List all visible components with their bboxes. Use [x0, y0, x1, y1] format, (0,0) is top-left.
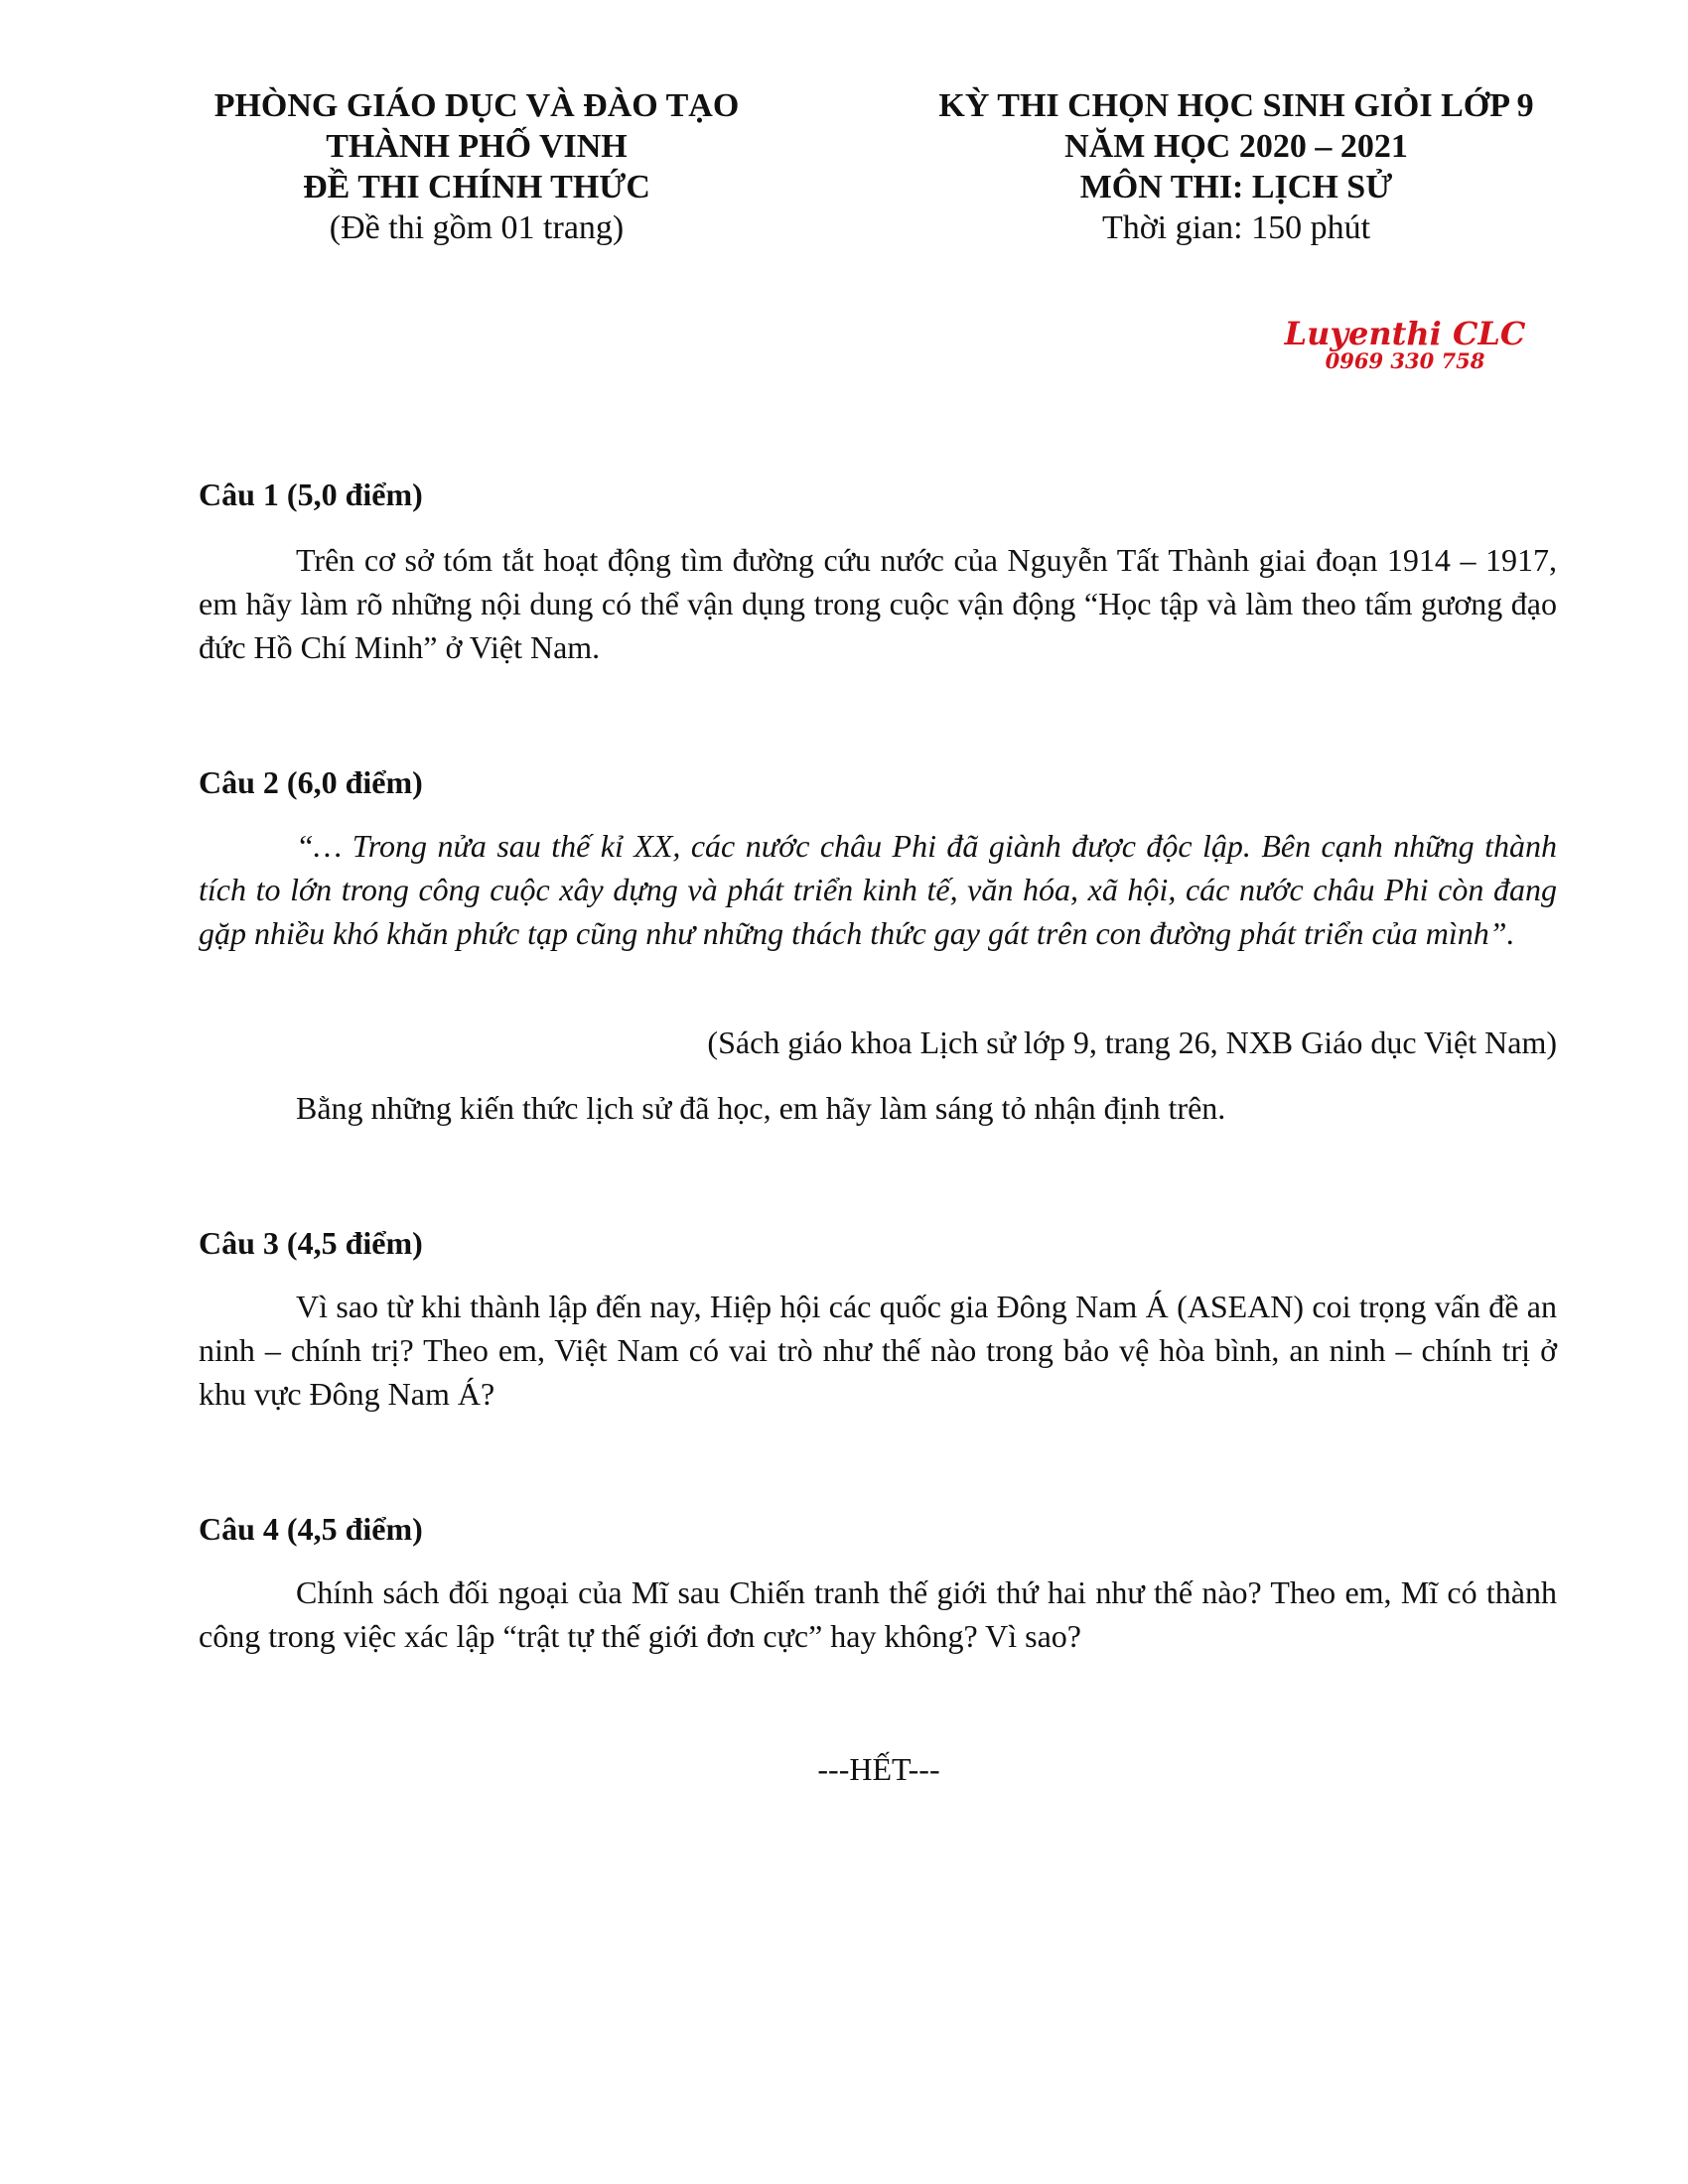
exam-duration: Thời gian: 150 phút — [1101, 209, 1371, 246]
logo-name: Luyenthi CLC — [1284, 315, 1526, 352]
header-left — [169, 85, 784, 248]
question-4-body: Chính sách đối ngoại của Mĩ sau Chiến tranh thế giới thứ hai như thế nào? Theo em, Mĩ có thành công trong việc xác lập “trật tự thế giới đơn cực” hay không? Vì sao? — [199, 1574, 1557, 1654]
header-right — [899, 85, 1574, 248]
school-year: NĂM HỌC 2020 – 2021 — [1064, 128, 1408, 165]
department-name: PHÒNG GIÁO DỤC VÀ ĐÀO TẠO — [213, 87, 740, 124]
question-2-quote: “… Trong nửa sau thế kỉ XX, các nước châu Phi đã giành được độc lập. Bên cạnh những thành tích to lớn trong công cuộc xây dựng và phát triển kinh tế, văn hóa, xã hội, các nước châu Phi còn đang gặp nhiều khó khăn phức tạp cũng như những thách thức gay gát trên con đường phát triển của mình”. — [199, 828, 1557, 951]
question-2-source: (Sách giáo khoa Lịch sử lớp 9, trang 26, NXB Giáo dục Việt Nam) — [707, 1024, 1557, 1060]
end-mark: ---HẾT--- — [817, 1751, 940, 1787]
question-2-title: Câu 2 (6,0 điểm) — [199, 764, 423, 800]
question-1-body: Trên cơ sở tóm tắt hoạt động tìm đường cứu nước của Nguyễn Tất Thành giai đoạn 1914 – 1917, em hãy làm rõ những nội dung có thể vận dụng trong cuộc vận động “Học tập và làm theo tấm gương đạo đức Hồ Chí Minh” ở Việt Nam. — [199, 542, 1557, 665]
logo-phone: 0969 330 758 — [1325, 348, 1485, 373]
subject: MÔN THI: LỊCH SỬ — [1079, 169, 1393, 205]
page-count-note: (Đề thi gồm 01 trang) — [329, 209, 625, 246]
question-2-body: Bằng những kiến thức lịch sử đã học, em hãy làm sáng tỏ nhận định trên. — [296, 1090, 1226, 1126]
question-1-title: Câu 1 (5,0 điểm) — [199, 477, 423, 512]
question-3-body: Vì sao từ khi thành lập đến nay, Hiệp hội các quốc gia Đông Nam Á (ASEAN) coi trọng vấn đề an ninh – chính trị? Theo em, Việt Nam có vai trò như thế nào trong bảo vệ hòa bình, an ninh – chính trị ở khu vực Đông Nam Á? — [199, 1289, 1557, 1412]
luyenthi-logo — [1246, 316, 1564, 377]
exam-title: KỲ THI CHỌN HỌC SINH GIỎI LỚP 9 — [938, 87, 1534, 124]
question-4-title: Câu 4 (4,5 điểm) — [199, 1511, 423, 1547]
official-exam-label: ĐỀ THI CHÍNH THỨC — [303, 169, 650, 205]
city-name: THÀNH PHỐ VINH — [326, 128, 628, 165]
question-3-title: Câu 3 (4,5 điểm) — [199, 1225, 423, 1261]
